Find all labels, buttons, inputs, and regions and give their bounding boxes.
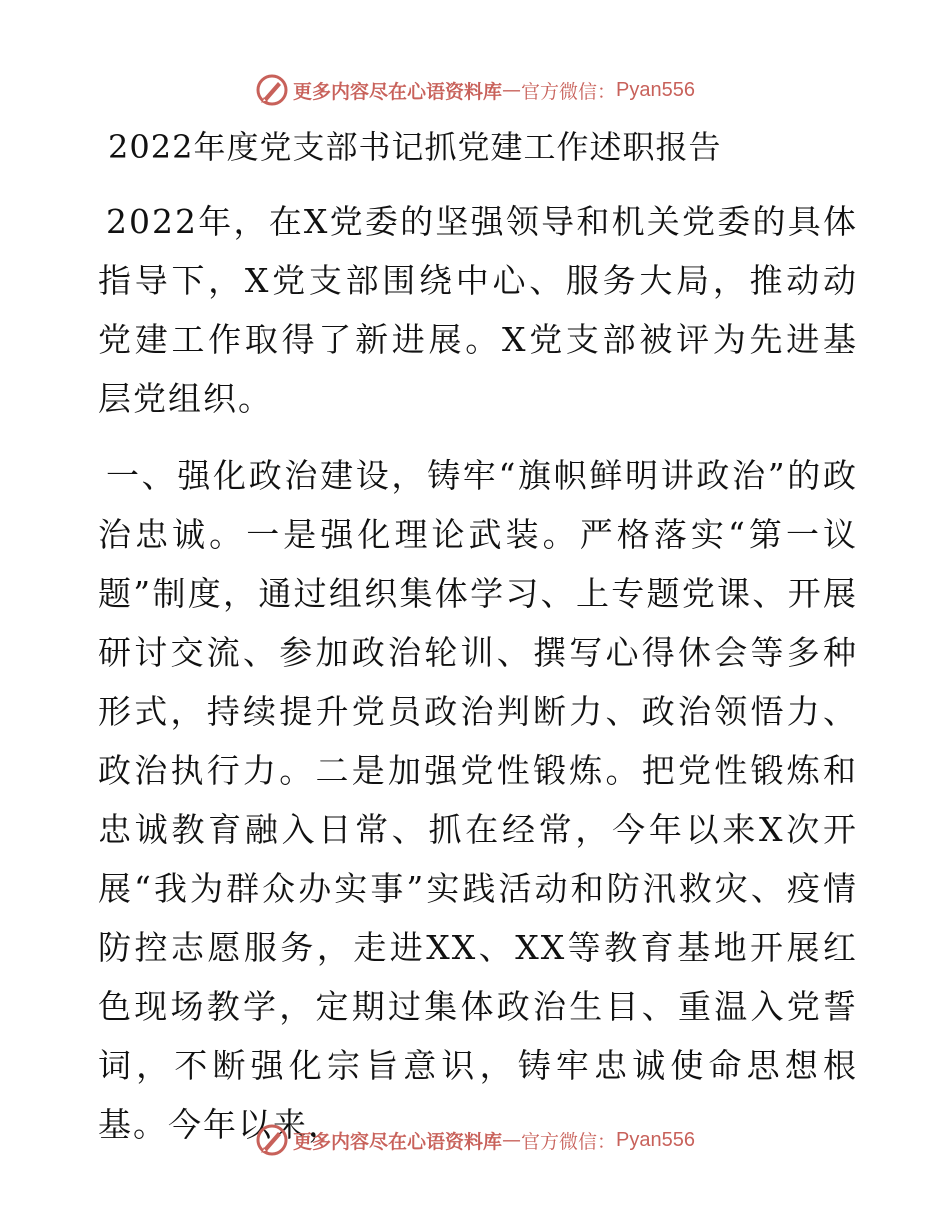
watermark-wechat-id: Pyan556 [616,1128,695,1151]
watermark-wechat-id: Pyan556 [616,78,695,101]
pen-logo-icon [255,1123,289,1157]
paragraph-intro: 2022年，在X党委的坚强领导和机关党委的具体指导下，X党支部围绕中心、服务大局，推动动党建工作取得了新进展。X党支部被评为先进基层党组织。 [98,202,858,418]
document-body [98,118,858,1154]
paragraph-section-one: 一、强化政治建设，铸牢“旗帜鲜明讲政治”的政治忠诚。一是强化理论武装。严格落实“第一议题”制度，通过组织集体学习、上专题党课、开展研讨交流、参加政治轮训、撰写心得休会等多种形式，持续提升党员政治判断力、政治领悟力、政治执行力。二是加强党性锻炼。把党性锻炼和忠诚教育融入日常、抓在经常，今年以来X次开展“我为群众办实事”实践活动和防汛救灾、疫情防控志愿服务，走进XX、XX等教育基地开展红色现场教学，定期过集体政治生目、重温入党誓词，不断强化宗旨意识，铸牢忠诚使命思想根基。今年以来， [98,456,858,1144]
watermark-dash: — [502,1129,522,1151]
watermark-wechat-label: 官方微信： [521,1130,617,1153]
watermark-wechat-label: 官方微信： [521,80,617,103]
footer-watermark [0,1120,950,1160]
watermark-text: 更多内容尽在心语资料库 [293,1130,503,1153]
watermark-text: 更多内容尽在心语资料库 [293,80,503,103]
pen-logo-icon [255,73,289,107]
watermark-dash: — [502,79,522,101]
document-title: 2022年度党支部书记抓党建工作述职报告 [108,128,722,166]
header-watermark [0,70,950,110]
